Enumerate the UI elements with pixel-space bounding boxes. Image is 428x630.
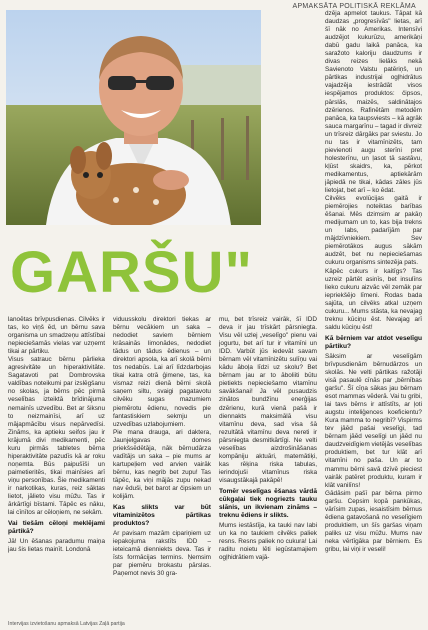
paragraph: dzēja apmelot taukus. Tāpat kā daudzas „progresīvās" lietas, arī šī nāk no Amerikas. Intensīvi audzējot kukurūzu, amerikāņi dabū gadu laikā panāca, ka saražoto kaloriju daudzums ir divas reizes lielāks nekā Savienoto Valstu patēriņš, un pārtikas industrijai ogļhidrātus vajadzēja iestrādāt visos iespējamos produktos: čipsos, pārslās, maizēs, saldinātajos dzērienos. Rafinētām metodēm panāca, ka taupsviests – kā agrāk sauca margarīnu – tagad ir divreiz un trīsreiz dārgāks par sviestu. Jo nu tas ir vitamīnizēts, tam pievienoti augu sterīni pret holesterīnu, un ļasot tā sastāvu, kļūst skaidrs, ka, pērkot medikamentus, aptiekārām jāpiedā ne tikai, kādas zāles jūs lietojat, bet arī – ko ēdat. [325,10,422,195]
portrait-photo [6,10,261,225]
paragraph: Jā! Un ēšanas paradumu maiņa jau šis lietas mainīt. Londonā [8,538,105,554]
paragraph: Ar pavisam mazām cipariņiem uz iepakojuma rakstīts IDD – ieteicamā dienniekts deva. Tas ir īsts formācijas termins. Ņemsim par piemēru brokastu pārslas. Paņemot nevis 30 gra- [113,530,211,578]
paragraph: Gādāsim pašī par bērna pirmo garšu. Cepsim kopā pankūkas, vārīsim zupas, iesaistīsim bērnus ēdiena gatavošanā no veselīgiem produktiem, un šīs garšas viņam paliks uz visu mūžu. Mums nav neka vērtīgāka par bērniem. Es gribu, lai viņi ir veseli! [325,489,422,553]
paragraph: Sāksim ar veselīgām brīvpusdienām bērnudārzos un skolās. Ne velti pārtikas ražotāji visā pasaulē cīnās par „bērnības garšu". Šī cīņa sākas jau bērnam esot mammas vēderā. Vai tu gribi, lai tavs bērns ir attīstīts, ar ļoti augstu inteliģences koeficientu? Kura mamma to negribī? Vispirms tev jāēd pašai veselīgi, tad bērnam jāēd veselīgi un jāēd nu daudzveidīgiem vietējās veselības produktiem, bet tur klāt arī vitamīni no paša. Un ar to mammu bērni savā dzīvē pieciest vairāk patēret produktu, kuram ir klāt vanilīns! [325,352,422,489]
paragraph: viduusskolu direktori tiekas ar bērnu vecākiem un saka – nedodiet saviem bērniem krāsainās limonādes, nedodiet tādus un tādus ēdienus – un direktori apsola, ka arī skolā bērni tos nedabūs. Lai arī līdzdarbojas tikai katra otrā ģimene, tas, ka vismaz reizi dienā bērni skolā saņem siltu, svaigi pagatavotu cilvēku sugas mazumiem piemērotu ēdienu, novedis pie fantastiskiem sekmju un uzvedības uzlabojumiem. [113,316,211,428]
paragraph: mu, bet trīsreiz vairāk, šī IDD deva ir jau trīskārt pārsniegta. Visu vēl uzlej „veselīgo" pienu vai jogurtu, bet arī tur ir vitamīni un IDD. Varbūt jūs iedevāt savam bērnam vēl vitamīnizētu sulīņu vai kādu āboļa līdzi uz skolu? Bet bērnam jau ar to āboliiti būtu pietiekts nepieciešamo vitamīnu savākšanai! Ja vēl pusaudzis zinātos bundžīnu enerģijas dzērienu, kurā vienā pašā ir diennakts maksimālā visu vitamīnu deva, sad visa šā rezultātā vitamīnu deva nereti ir pārsniegta desmitkārtīgi. Ne velti veselības aizdrošināšanas kompāniju aktuāri, matemātiķi, kas rēķina riska tabulas, ierindojuši vitamīnus riska visaugstākajā pakāpē! [219,316,317,484]
question-heading: Kā bērniem var atdot veselīgu pārtiku? [325,334,422,350]
political-ad-label: APMAKSĀTA POLITISKĀ REKLĀMA [292,3,416,10]
question-heading: Vai tiešām cēloņi meklējami pārtikā? [8,520,105,536]
portrait-with-fawn-image [6,10,261,225]
text-column-3 [219,316,317,612]
question-heading: Kas slikts var būt vitaminizētos pārtikas produktos? [113,504,211,528]
paragraph: Cilvēks evolūcijas gaitā ir piemērojies noteiktas barības ēšanai. Mēs dzimsim ar pakāņ medijumam un to, kas bija trekns un labs, padarījām par mājdzīvniekiem. Sev piemērotākos augus sākām audzēt, bet nu nepieciešamas cukuru organisms sintezēja pats. [325,195,422,267]
text-column-4 [325,10,422,615]
paragraph: Pie mana drauga, ari daktera, Jaunjelgavas domes priekšsēdētāja, nāk bērnudārza vadītājs un saka – pie mums ar kartupeļiem ved arvien vairāk bērnu, kas negrib bet zupu! Tas tāpēc, ka viņi mājās zupu nekad nav ēduši, bet barot ar čipsiem un kolijām. [113,428,211,501]
paragraph: Kāpēc cukurs ir kaitīgs? Tas uzreiz pārtēt asinīs, bet insulīns lieko cukuru aizvāc vēl zemāk par iepriekšējo līmeni. Rodas bada sajūta, un cilvēks atkal uzņem cukuru... Mums stāsta, ka nevajag treknu kūciņu ēst. Nevajag arī saldu kūciņu ēst! [325,267,422,331]
question-heading: Tomēr veselīgas ēšanas vārdā cūkgaļai tiek nogriezts tauku slānis, un ikvienam zināms – treknu ēdiens ir slikts. [219,487,317,519]
paragraph: Mums iestāstīja, ka tauki nav labi un ka no taukiem cilvēks paliek resns. Resns paliek no cukura! Lai raditu noietu lēti iegūstamajiem ogļhidrātiem vajā- [219,521,317,562]
footer-credit: Intervijas izvietošanu apmaksā Latvijas Zaļā partija [8,621,125,627]
text-column-1 [8,316,105,612]
paragraph: lanoētas brīvpusdienas. Cilvēks ir tas, ko viņš ēd, un bērnu sava organisma un smadzeņu attīstībai nepieciešamās vielas var uzņemt tikai ar pārtiku. [8,316,105,356]
headline-word: GARŠU" [10,240,253,305]
text-column-2 [113,316,211,612]
paragraph: Visus satrauc bērnu pārlieka agresivitāte un hiperaktivitāte. Sagatavoti pat Dombrovska valdības noteikumi par izslēgšanu no skolas, ja bērns pēc pirmā veselības izteiktā brīdinājuma nemainīs uzvedību. Bet ar šiksnu to neizmainīsi, arī uz mājapmācību visus nepārvedīsi. Zināms, ka aptieku seifos jau ir krājumā divi medikamenti, pēc kuru pirmās tabletes bērna hiperaktivitāte pazudīs kā ar roku noņemta. Būs paipušīši un paimetieritēs, tikai mainīsies arī viņu personības. Šie medikamenti ir narkotikas, kuras, reiz sāktas lietot, jālieto visu mūžu. Tas ir ārkārtīgi bīstami. Tāpēc es nāku, lai cīnītos ar cēloņiem, ne sekām. [8,356,105,517]
